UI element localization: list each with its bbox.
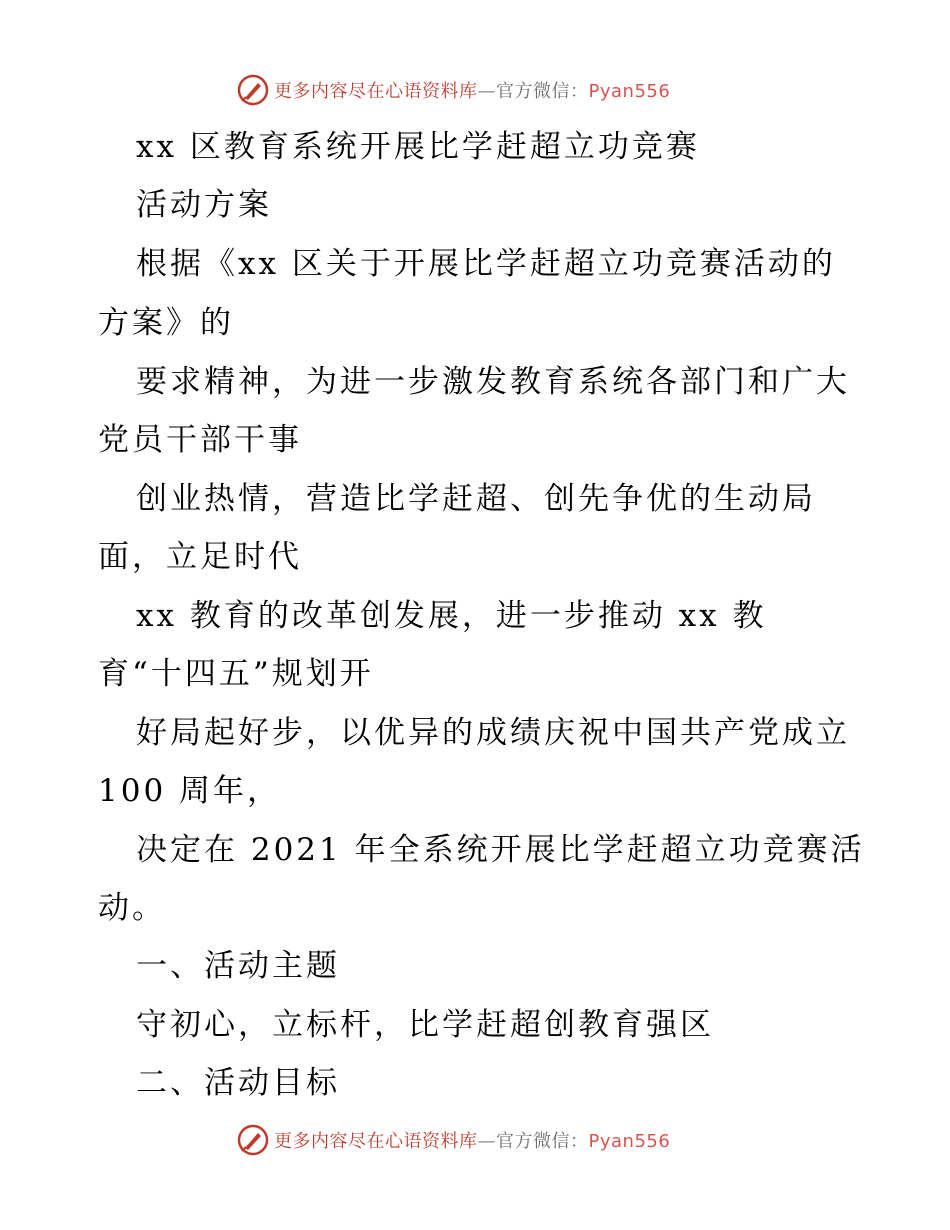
doc-line: 100 周年， bbox=[98, 773, 282, 809]
doc-line: 根据《xx 区关于开展比学赶超立功竞赛活动的 bbox=[136, 246, 836, 282]
pen-logo-icon bbox=[236, 73, 270, 107]
doc-line: 面，立足时代 bbox=[98, 539, 302, 575]
watermark-text: 更多内容尽在心语资料库—官方微信：Pyan556 bbox=[274, 81, 671, 102]
doc-line: 创业热情，营造比学赶超、创先争优的生动局 bbox=[136, 481, 816, 517]
doc-line: 党员干部干事 bbox=[98, 422, 302, 458]
watermark-header bbox=[236, 72, 670, 108]
doc-line: xx 教育的改革创发展，进一步推动 xx 教 bbox=[136, 598, 767, 634]
doc-title: xx 区教育系统开展比学赶超立功竞赛 bbox=[136, 129, 700, 165]
section-heading-theme: 一、活动主题 bbox=[136, 948, 340, 984]
doc-line: 守初心，立标杆，比学赶超创教育强区 bbox=[136, 1007, 714, 1043]
doc-line: 好局起好步，以优异的成绩庆祝中国共产党成立 bbox=[136, 715, 850, 751]
doc-line: 决定在 2021 年全系统开展比学赶超立功竞赛活 bbox=[136, 832, 865, 868]
doc-line: 方案》的 bbox=[98, 305, 234, 341]
section-heading-goals: 二、活动目标 bbox=[136, 1065, 340, 1101]
doc-subtitle: 活动方案 bbox=[136, 187, 272, 223]
doc-line: 动。 bbox=[98, 890, 166, 926]
watermark-footer bbox=[236, 1122, 670, 1158]
doc-line: 育“十四五”规划开 bbox=[98, 656, 374, 692]
doc-line: 要求精神，为进一步激发教育系统各部门和广大 bbox=[136, 364, 850, 400]
watermark-text: 更多内容尽在心语资料库—官方微信：Pyan556 bbox=[274, 1131, 671, 1152]
pen-logo-icon bbox=[236, 1123, 270, 1157]
